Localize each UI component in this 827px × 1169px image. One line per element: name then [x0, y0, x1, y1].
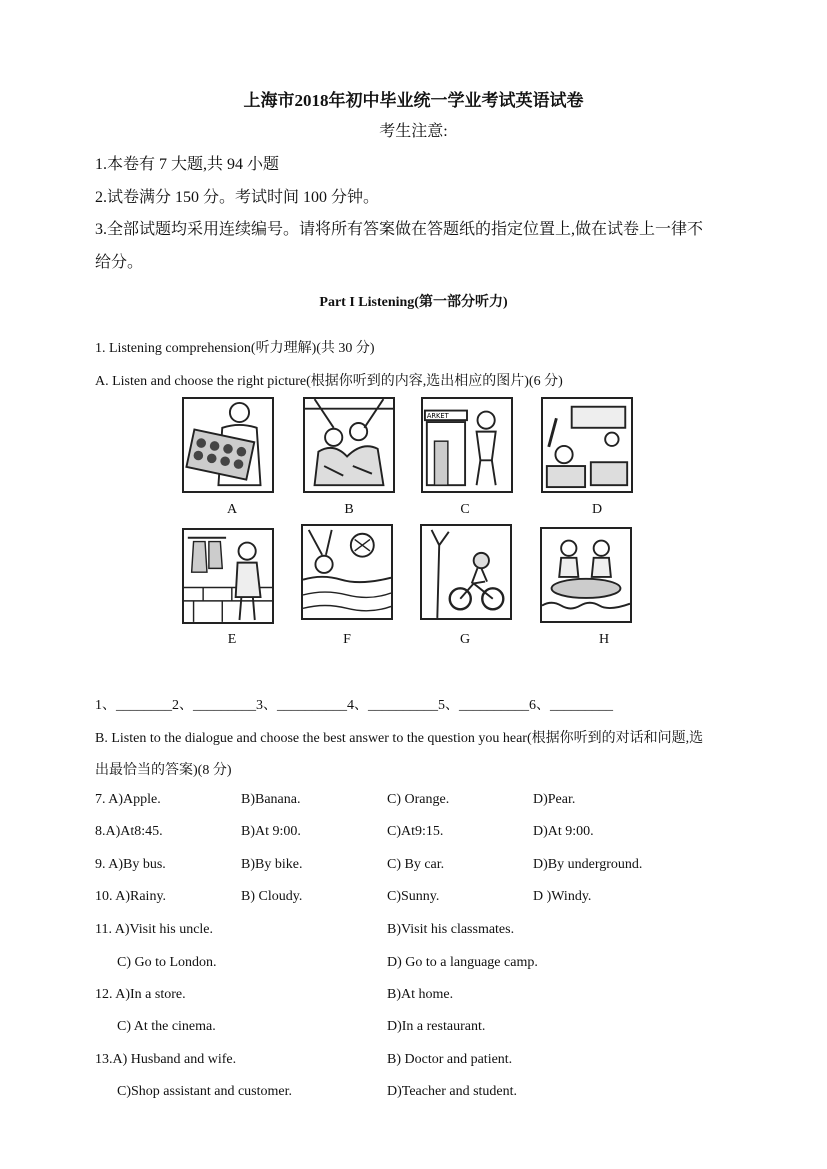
section-b-heading-line1: B. Listen to the dialogue and choose the best answer to the question you hear(根据你听到的对话和问题,选	[95, 731, 704, 746]
option-d[interactable]: D)In a restaurant.	[387, 1019, 486, 1034]
option-a[interactable]: 13.A) Husband and wife.	[95, 1052, 237, 1067]
option-b[interactable]: B)Banana.	[241, 792, 301, 807]
option-c[interactable]: C)Sunny.	[387, 889, 440, 904]
option-a[interactable]: 8.A)At8:45.	[95, 824, 163, 839]
option-b[interactable]: B) Doctor and patient.	[387, 1052, 513, 1067]
picture-h-picnic-icon	[540, 527, 632, 623]
option-a[interactable]: 9. A)By bus.	[95, 857, 166, 872]
picture-a-baking-icon	[182, 397, 274, 493]
picture-label-h: H	[598, 632, 610, 647]
note-1: 1.本卷有 7 大题,共 94 小题	[95, 156, 280, 173]
note-3: 3.全部试题均采用连续编号。请将所有答案做在答题纸的指定位置上,做在试卷上一律不	[95, 221, 704, 238]
section-b-heading-line2: 出最恰当的答案)(8 分)	[95, 763, 232, 778]
picture-f-pool-icon	[301, 524, 393, 620]
picture-label-a: A	[226, 502, 238, 517]
picture-label-g: G	[459, 632, 471, 647]
notice-heading: 考生注意:	[379, 123, 448, 140]
option-c[interactable]: C) By car.	[387, 857, 445, 872]
section-1-heading: 1. Listening comprehension(听力理解)(共 30 分)	[95, 341, 375, 356]
picture-label-b: B	[344, 502, 354, 517]
part-heading: Part I Listening(第一部分听力)	[319, 295, 508, 310]
option-c[interactable]: C)Shop assistant and customer.	[117, 1084, 292, 1099]
option-b[interactable]: B)At home.	[387, 987, 454, 1002]
section-a-heading: A. Listen and choose the right picture(根据你听到的内容,选出相应的图片)(6 分)	[95, 374, 563, 389]
option-a[interactable]: 7. A)Apple.	[95, 792, 161, 807]
picture-e-shopping-icon	[182, 528, 274, 624]
svg-text:ARKET: ARKET	[426, 412, 449, 421]
option-c[interactable]: C)At9:15.	[387, 824, 444, 839]
option-d[interactable]: D)By underground.	[533, 857, 643, 872]
option-c[interactable]: C) At the cinema.	[117, 1019, 216, 1034]
picture-b-ride-icon	[303, 397, 395, 493]
option-a[interactable]: 12. A)In a store.	[95, 987, 186, 1002]
picture-c-market-icon	[421, 397, 513, 493]
picture-label-f: F	[343, 632, 351, 647]
option-d[interactable]: D )Windy.	[533, 889, 592, 904]
picture-d-classroom-icon	[541, 397, 633, 493]
option-b[interactable]: B)Visit his classmates.	[387, 922, 515, 937]
option-b[interactable]: B)At 9:00.	[241, 824, 301, 839]
option-b[interactable]: B)By bike.	[241, 857, 303, 872]
answer-blanks[interactable]: 1、________2、_________3、__________4、__________5、__________6、_________	[95, 698, 613, 713]
exam-title: 上海市2018年初中毕业统一学业考试英语试卷	[243, 91, 584, 110]
option-d[interactable]: D) Go to a language camp.	[387, 955, 538, 970]
picture-label-d: D	[591, 502, 603, 517]
picture-label-e: E	[227, 632, 237, 647]
option-d[interactable]: D)Pear.	[533, 792, 576, 807]
option-b[interactable]: B) Cloudy.	[241, 889, 303, 904]
option-a[interactable]: 11. A)Visit his uncle.	[95, 922, 214, 937]
picture-g-bike-icon	[420, 524, 512, 620]
option-a[interactable]: 10. A)Rainy.	[95, 889, 167, 904]
option-d[interactable]: D)Teacher and student.	[387, 1084, 518, 1099]
picture-label-c: C	[460, 502, 470, 517]
note-4: 给分。	[95, 254, 144, 271]
option-d[interactable]: D)At 9:00.	[533, 824, 594, 839]
note-2: 2.试卷满分 150 分。考试时间 100 分钟。	[95, 189, 380, 206]
option-c[interactable]: C) Orange.	[387, 792, 450, 807]
option-c[interactable]: C) Go to London.	[117, 955, 217, 970]
